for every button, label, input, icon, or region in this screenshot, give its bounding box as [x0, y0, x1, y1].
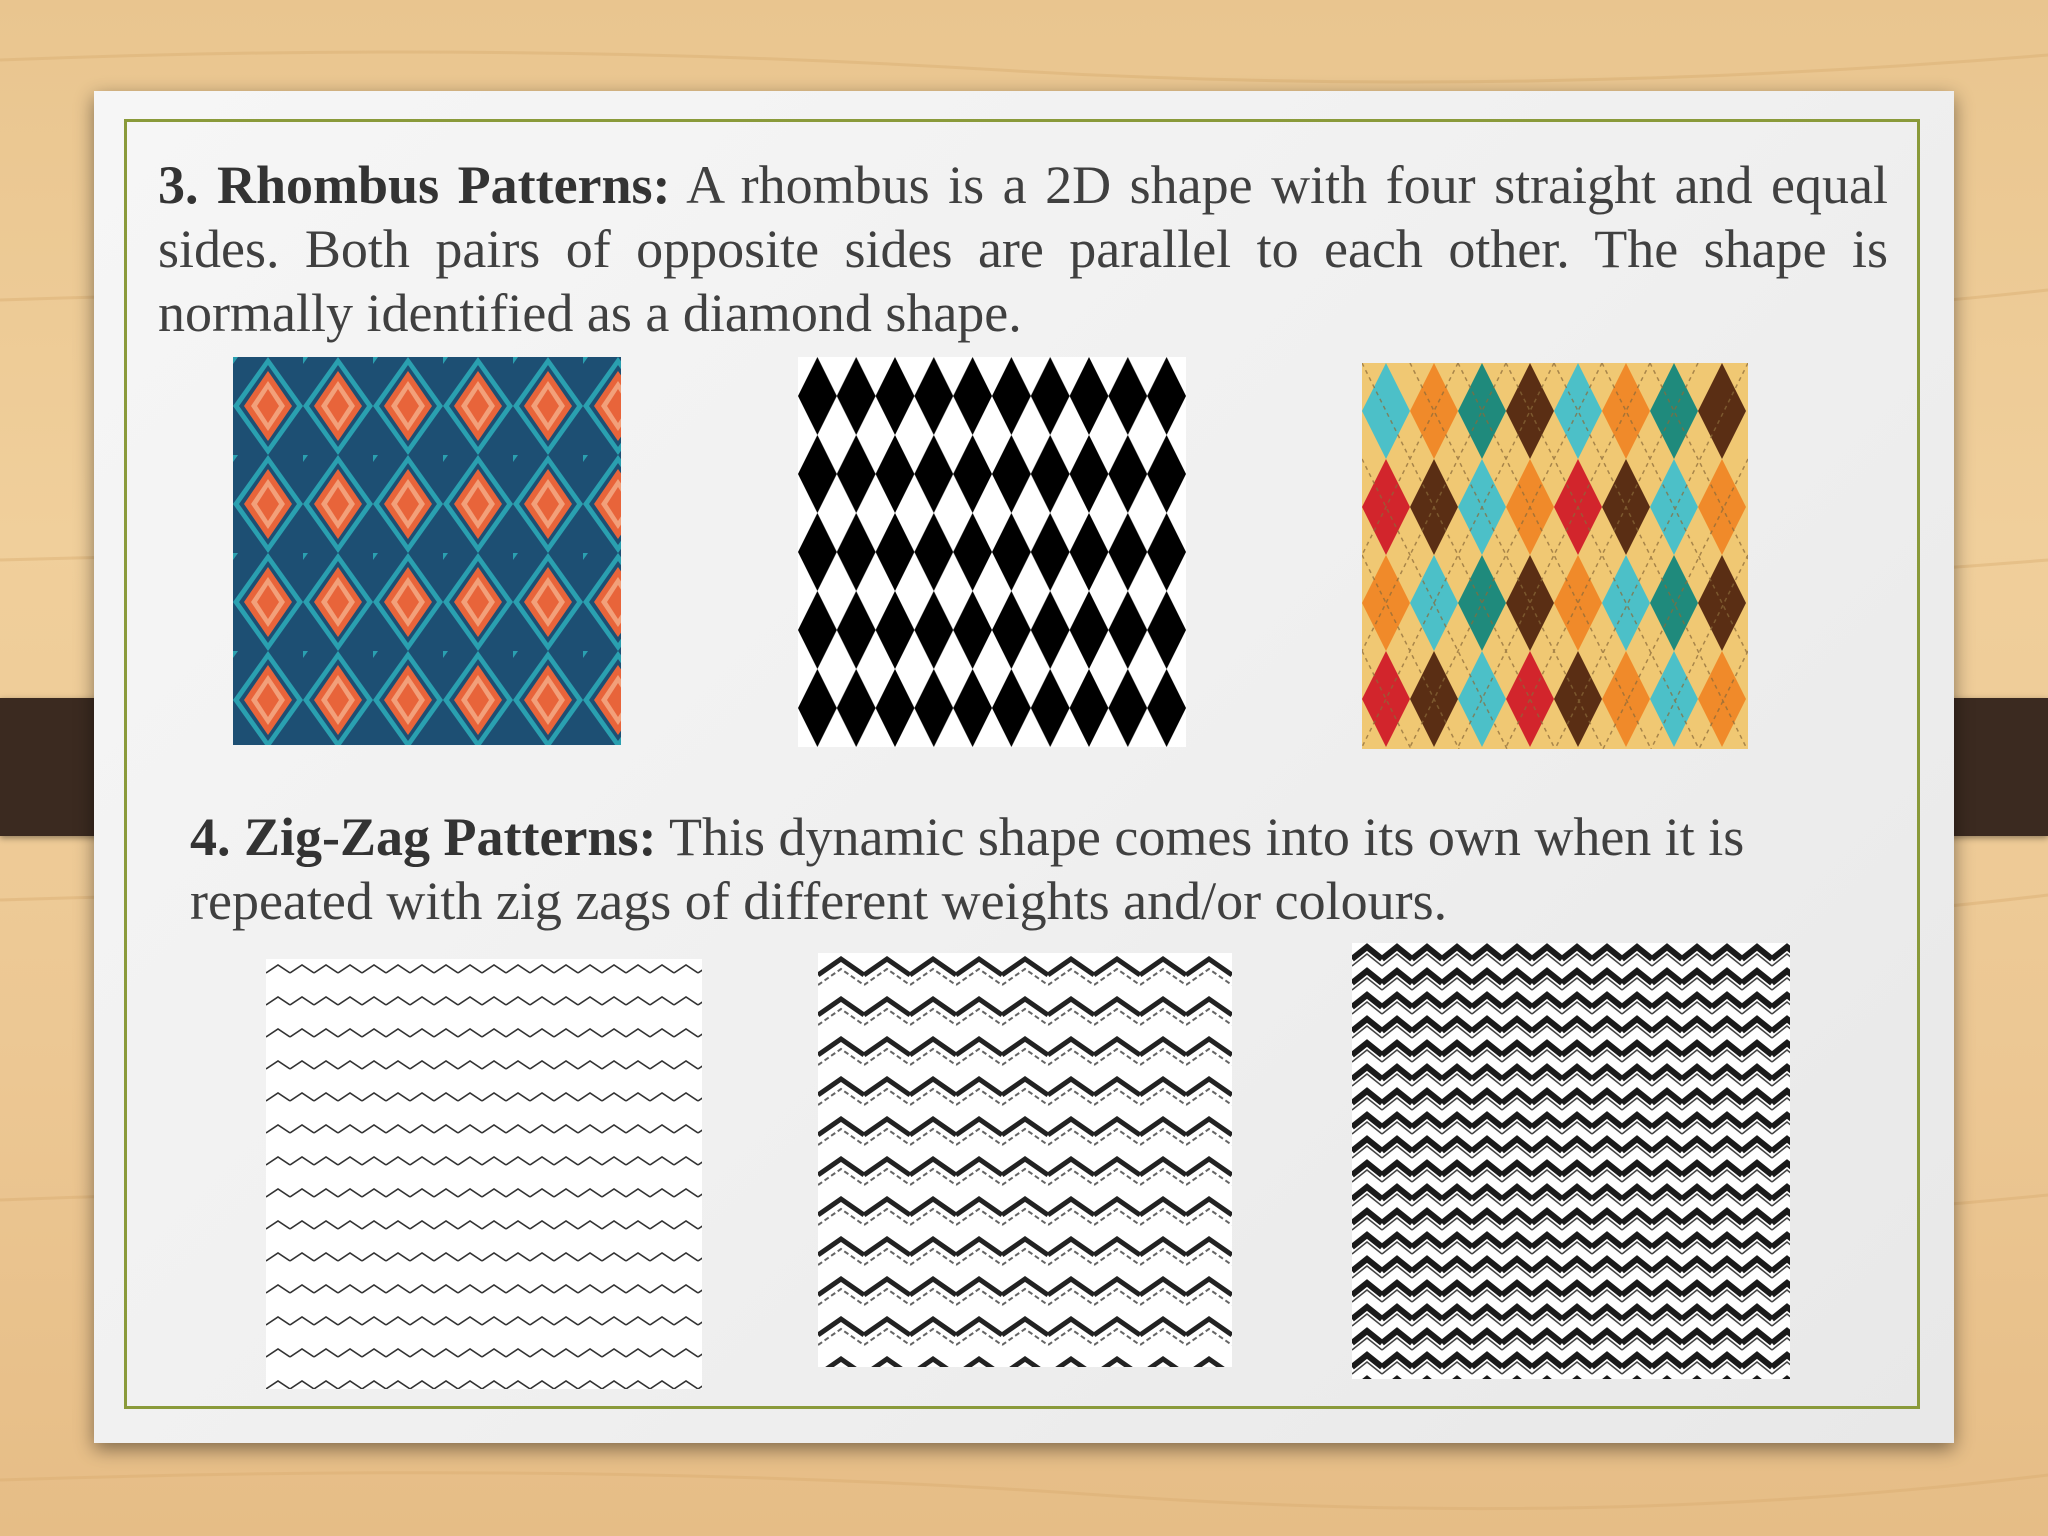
medium-zigzag-pattern [818, 953, 1232, 1367]
slide [94, 91, 1954, 1443]
bold-zigzag-pattern [1352, 943, 1790, 1379]
black-white-harlequin-pattern [798, 357, 1186, 747]
teal-orange-rhombus-pattern [233, 357, 621, 745]
rhombus-body: A rhombus is a 2D shape with four straight and equal sides. Both pairs of opposite sides are parallel to each other. The shape is normally identified as a diamond shape. [158, 155, 1888, 343]
rhombus-heading: 3. Rhombus Patterns: [158, 155, 671, 215]
zigzag-heading: 4. Zig-Zag Patterns: [190, 807, 657, 867]
zigzag-paragraph [190, 805, 1890, 933]
rhombus-paragraph [158, 153, 1888, 345]
thin-zigzag-pattern [266, 959, 702, 1389]
argyle-pattern [1362, 363, 1748, 749]
zigzag-body: This dynamic shape comes into its own when it is repeated with zig zags of different weights and/or colours. [190, 807, 1745, 931]
